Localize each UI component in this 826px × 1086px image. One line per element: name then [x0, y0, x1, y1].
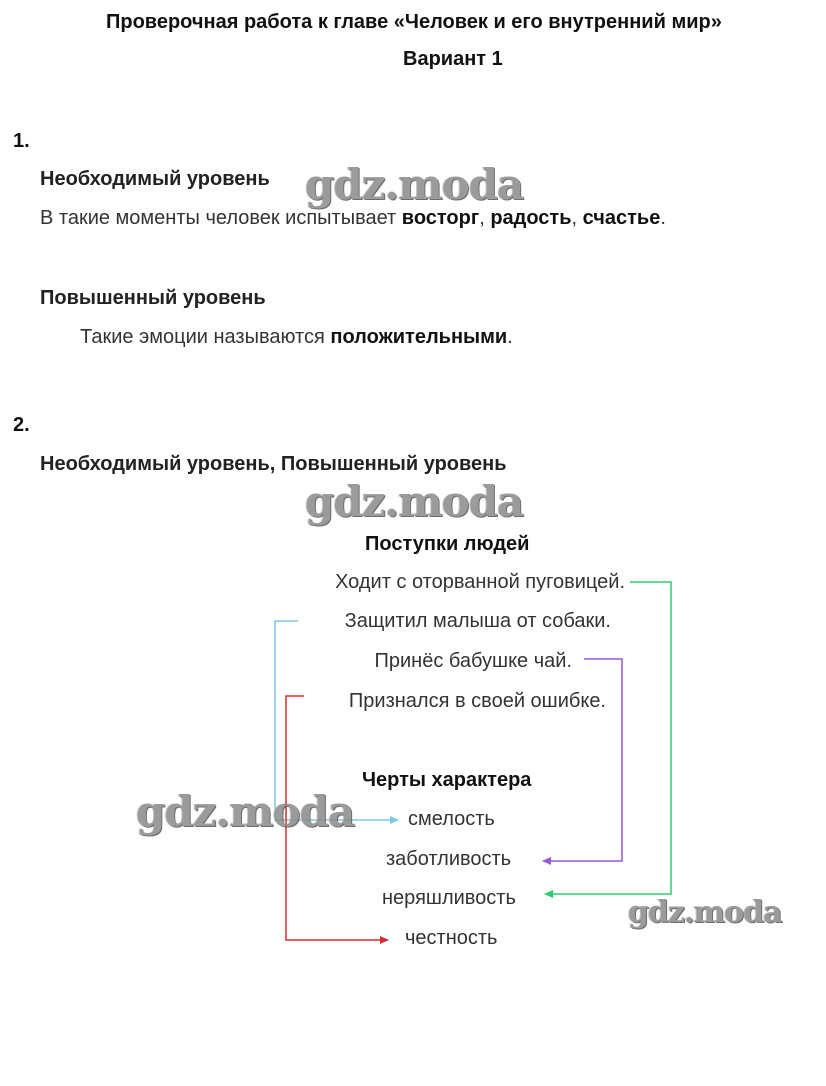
action-item-1: Ходит с оторванной пуговицей.	[335, 571, 625, 593]
trait-item-3: неряшливость	[382, 887, 516, 909]
action-item-3: Принёс бабушке чай.	[374, 650, 572, 672]
action-item-4: Признался в своей ошибке.	[348, 690, 606, 712]
watermark-2: gdz.moda	[305, 477, 524, 526]
answer-word-2: радость	[490, 207, 572, 229]
task-2-number: 2.	[13, 414, 30, 436]
action-item-2: Защитил малыша от собаки.	[344, 610, 611, 632]
trait-item-4: честность	[405, 927, 498, 949]
watermark-4: gdz.moda	[628, 895, 782, 930]
task-1-answer-advanced: Такие эмоции называются положительными.	[80, 326, 513, 348]
watermark-1: gdz.moda	[305, 160, 524, 209]
task-1-level-basic: Необходимый уровень	[40, 168, 270, 190]
task-2-levels: Необходимый уровень, Повышенный уровень	[40, 453, 507, 475]
trait-item-1: смелость	[408, 808, 495, 830]
actions-heading: Поступки людей	[365, 533, 530, 555]
task-1-answer-basic: В такие моменты человек испытывает восторг, радость, счастье.	[40, 207, 666, 229]
traits-heading: Черты характера	[362, 769, 532, 791]
watermark-3: gdz.moda	[136, 787, 355, 836]
connection-line-purple	[543, 659, 622, 861]
connection-line-green	[545, 582, 671, 894]
answer-advanced-word: положительными	[330, 326, 508, 348]
answer-word-3: счастье	[582, 207, 661, 229]
trait-item-2: заботливость	[386, 848, 512, 870]
answer-word-1: восторг	[401, 207, 480, 229]
task-1-level-advanced: Повышенный уровень	[40, 287, 266, 309]
task-1-number: 1.	[13, 130, 30, 152]
variant-label: Вариант 1	[403, 48, 503, 70]
page-title: Проверочная работа к главе «Человек и его внутренний мир»	[106, 11, 722, 33]
